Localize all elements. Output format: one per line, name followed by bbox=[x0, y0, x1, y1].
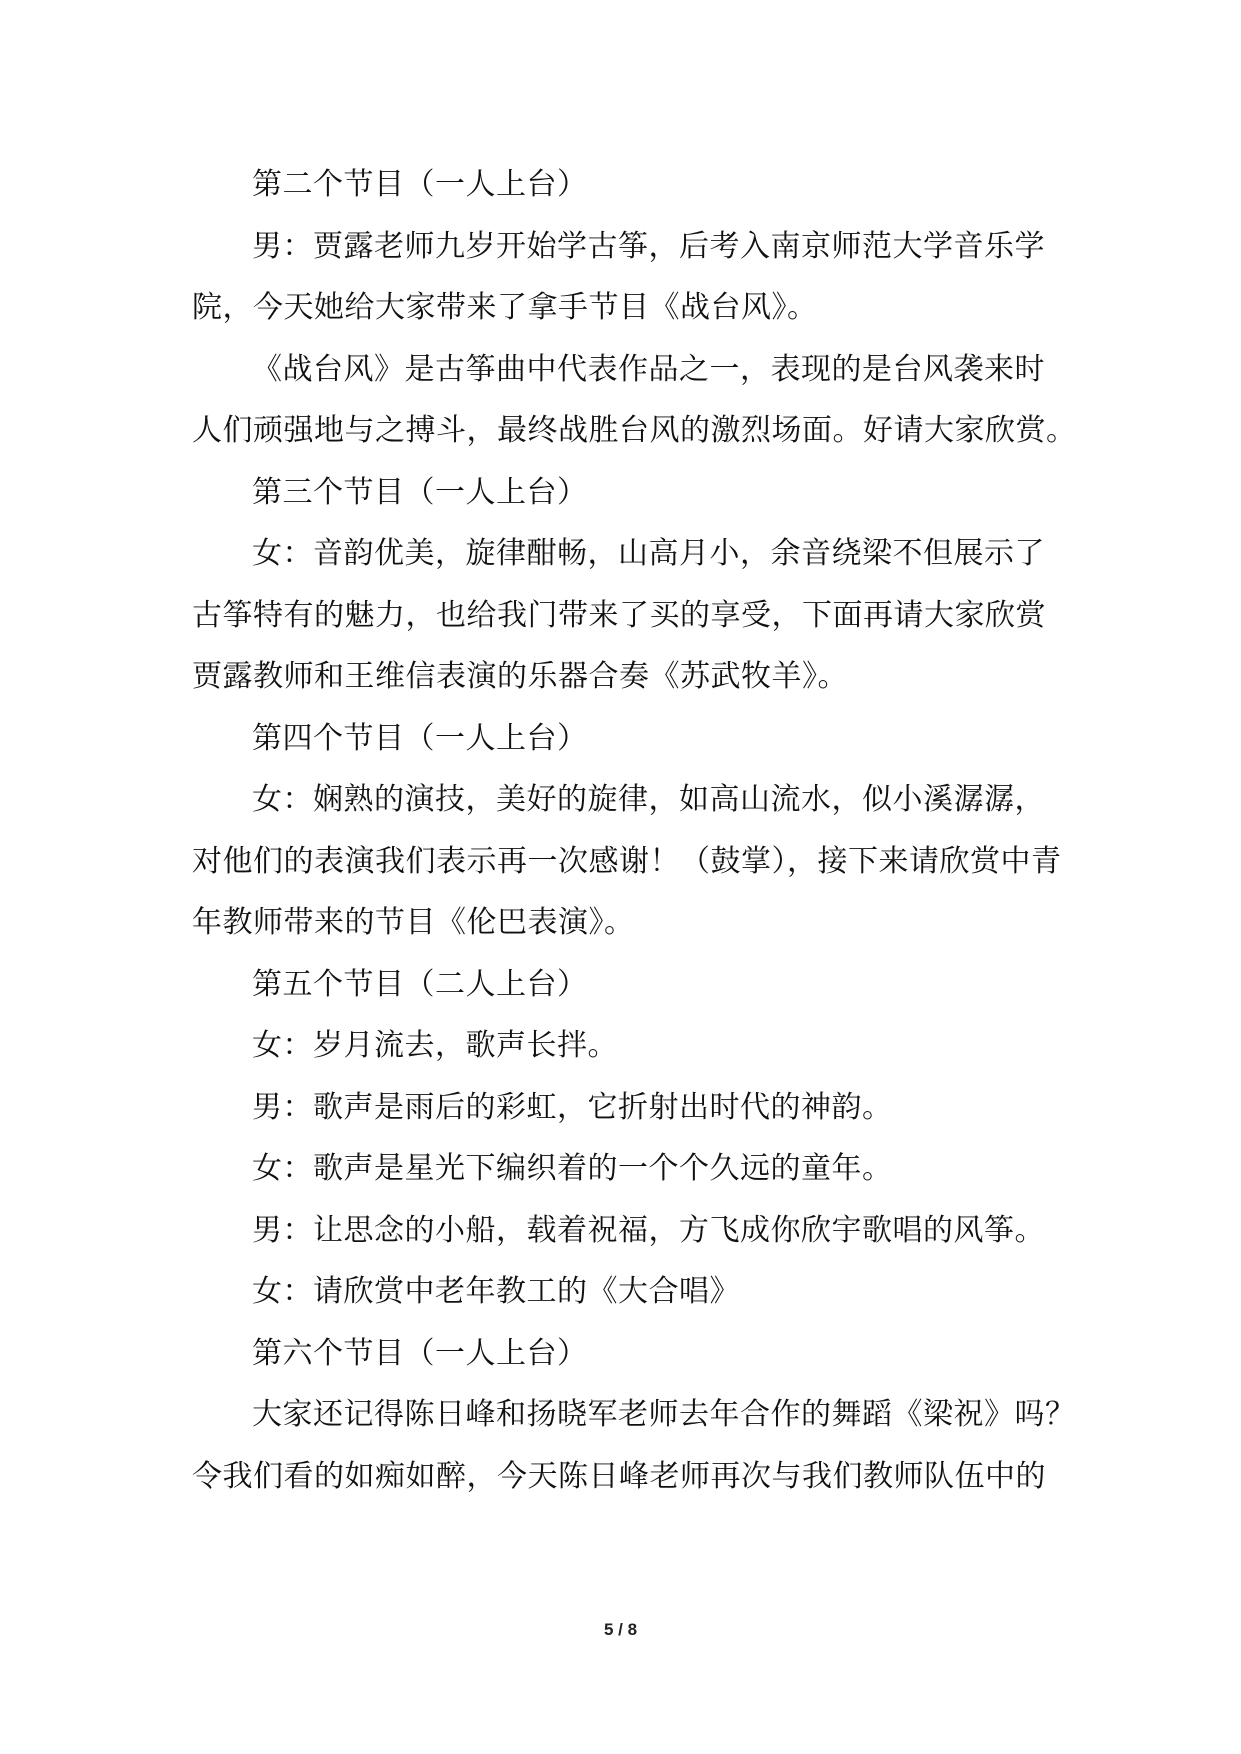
paragraph-line: 男：贾露老师九岁开始学古筝，后考入南京师范大学音乐学 bbox=[252, 228, 1045, 264]
program-heading-6: 第六个节目（一人上台） bbox=[252, 1335, 588, 1371]
paragraph-line: 大家还记得陈日峰和扬晓军老师去年合作的舞蹈《梁祝》吗？ bbox=[252, 1397, 1076, 1432]
paragraph-line: 《战台风》是古筝曲中代表作品之一，表现的是台风袭来时 bbox=[252, 351, 1045, 387]
document-body bbox=[192, 154, 1077, 1507]
paragraph-line: 人们顽强地与之搏斗，最终战胜台风的激烈场面。好请大家欣赏。 bbox=[192, 413, 1077, 448]
paragraph-line: 贾露教师和王维信表演的乐器合奏《苏武牧羊》。 bbox=[192, 659, 848, 694]
page-number: 5 / 8 bbox=[603, 1620, 638, 1639]
paragraph-line: 院，今天她给大家带来了拿手节目《战台风》。 bbox=[192, 290, 818, 325]
paragraph-line: 女：娴熟的演技，美好的旋律，如高山流水，似小溪潺潺， bbox=[252, 782, 1045, 817]
paragraph-line: 对他们的表演我们表示再一次感谢！（鼓掌），接下来请欣赏中青 bbox=[192, 843, 1062, 879]
dialogue-line: 男：歌声是雨后的彩虹，它折射出时代的神韵。 bbox=[252, 1089, 893, 1125]
paragraph-line: 年教师带来的节目《伦巴表演》。 bbox=[192, 905, 635, 940]
program-heading-2: 第二个节目（一人上台） bbox=[252, 167, 588, 202]
program-heading-4: 第四个节目（一人上台） bbox=[252, 720, 588, 756]
paragraph-line: 女：音韵优美，旋律酣畅，山高月小，余音绕梁不但展示了 bbox=[252, 536, 1045, 571]
dialogue-line: 女：岁月流去，歌声长拌。 bbox=[252, 1028, 618, 1063]
dialogue-line: 女：歌声是星光下编织着的一个个久远的童年。 bbox=[252, 1151, 893, 1186]
program-heading-3: 第三个节目（一人上台） bbox=[252, 474, 588, 510]
paragraph-line: 令我们看的如痴如醉，今天陈日峰老师再次与我们教师队伍中的 bbox=[192, 1458, 1046, 1494]
paragraph-line: 古筝特有的魅力，也给我门带来了买的享受，下面再请大家欣赏 bbox=[192, 597, 1046, 633]
program-heading-5: 第五个节目（二人上台） bbox=[252, 966, 588, 1002]
dialogue-line: 女：请欣赏中老年教工的《大合唱》 bbox=[252, 1274, 740, 1309]
dialogue-line: 男：让思念的小船，载着祝福，方飞成你欣宇歌唱的风筝。 bbox=[252, 1212, 1045, 1248]
